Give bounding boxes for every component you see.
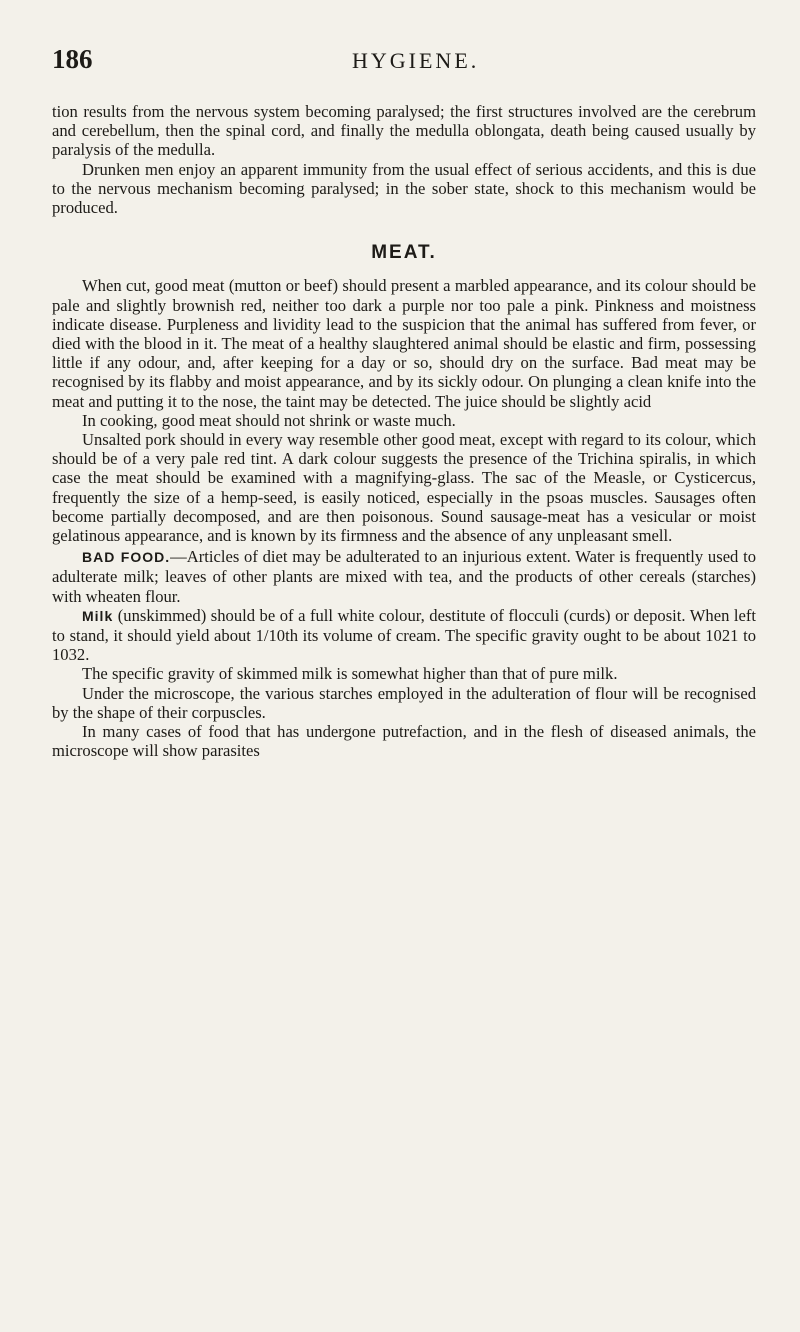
paragraph-milk [52,606,756,665]
paragraph-cooking: In cooking, good meat should not shrink or waste much. [82,410,456,430]
paragraph-putrefaction: In many cases of food that has undergone putrefaction, and in the flesh of diseased animals, the microscope will show parasites [52,722,756,761]
paragraph-pork: Unsalted pork should in every way resemble other good meat, except with regard to its colour, which should be of a very pale red tint. A dark colour suggests the presence of the Trichina spiralis, in which case the meat should be examined with a magnifying-glass. The sac of the Measle, or Cysticercus, frequently the size of a hemp-seed, is easily noticed, especially in the psoas muscles. Sausages often become partially decomposed, and are then poisonous. Sound sausage-meat has a vesicular or moist gelatinous appearance, and is known by its firmness and the absence of any unpleasant smell. [52,430,756,546]
bad-food-label: BAD FOOD. [82,549,171,566]
section-heading-meat: MEAT. [371,242,437,264]
page-number: 186 [52,44,93,74]
milk-text: (unskimmed) should be of a full white colour, destitute of flocculi (curds) or deposit. When left to stand, it should yield about 1/10th its volume of cream. The specific gravity ought to be about 1021 to 1032. [52,605,756,665]
running-title: HYGIENE. [352,48,480,73]
paragraph-continuation: tion results from the nervous system becoming paralysed; the first structures involved are the cerebrum and cerebellum, then the spinal cord, and finally the medulla oblongata, death being caused usually by paralysis of the medulla. [52,102,756,160]
bad-food-text: —Articles of diet may be adulterated to an injurious extent. Water is frequently used to adulterate milk; leaves of other plants are mixed with tea, and the products of other cereals (starches) with wheaten flour. [52,547,756,606]
body-text [52,102,756,761]
paragraph-skimmed-milk: The specific gravity of skimmed milk is somewhat higher than that of pure milk. [82,664,618,684]
milk-label: Milk [82,607,114,624]
paragraph-drunken-men: Drunken men enjoy an apparent immunity from the usual effect of serious accidents, and this is due to the nervous mechanism becoming paralysed; in the sober state, shock to this mechanism would be produced. [52,159,756,218]
paragraph-microscope: Under the microscope, the various starches employed in the adulteration of flour will be recognised by the shape of their corpuscles. [52,683,756,722]
running-head [52,44,756,82]
paragraph-good-meat: When cut, good meat (mutton or beef) should present a marbled appearance, and its colour should be pale and slightly brownish red, neither too dark a purple nor too pale a pink. Pinkness and moistness indicate disease. Purpleness and lividity lead to the suspicion that the animal has suffered from fever, or died with the blood in it. The meat of a healthy slaughtered animal should be elastic and firm, possessing little if any odour, and, after keeping for a day or so, should dry on the surface. Bad meat may be recognised by its flabby and moist appearance, and by its sickly odour. On plunging a clean knife into the meat and putting it to the nose, the taint may be detected. The juice should be slightly acid [52,276,756,411]
paragraph-bad-food [52,547,756,606]
